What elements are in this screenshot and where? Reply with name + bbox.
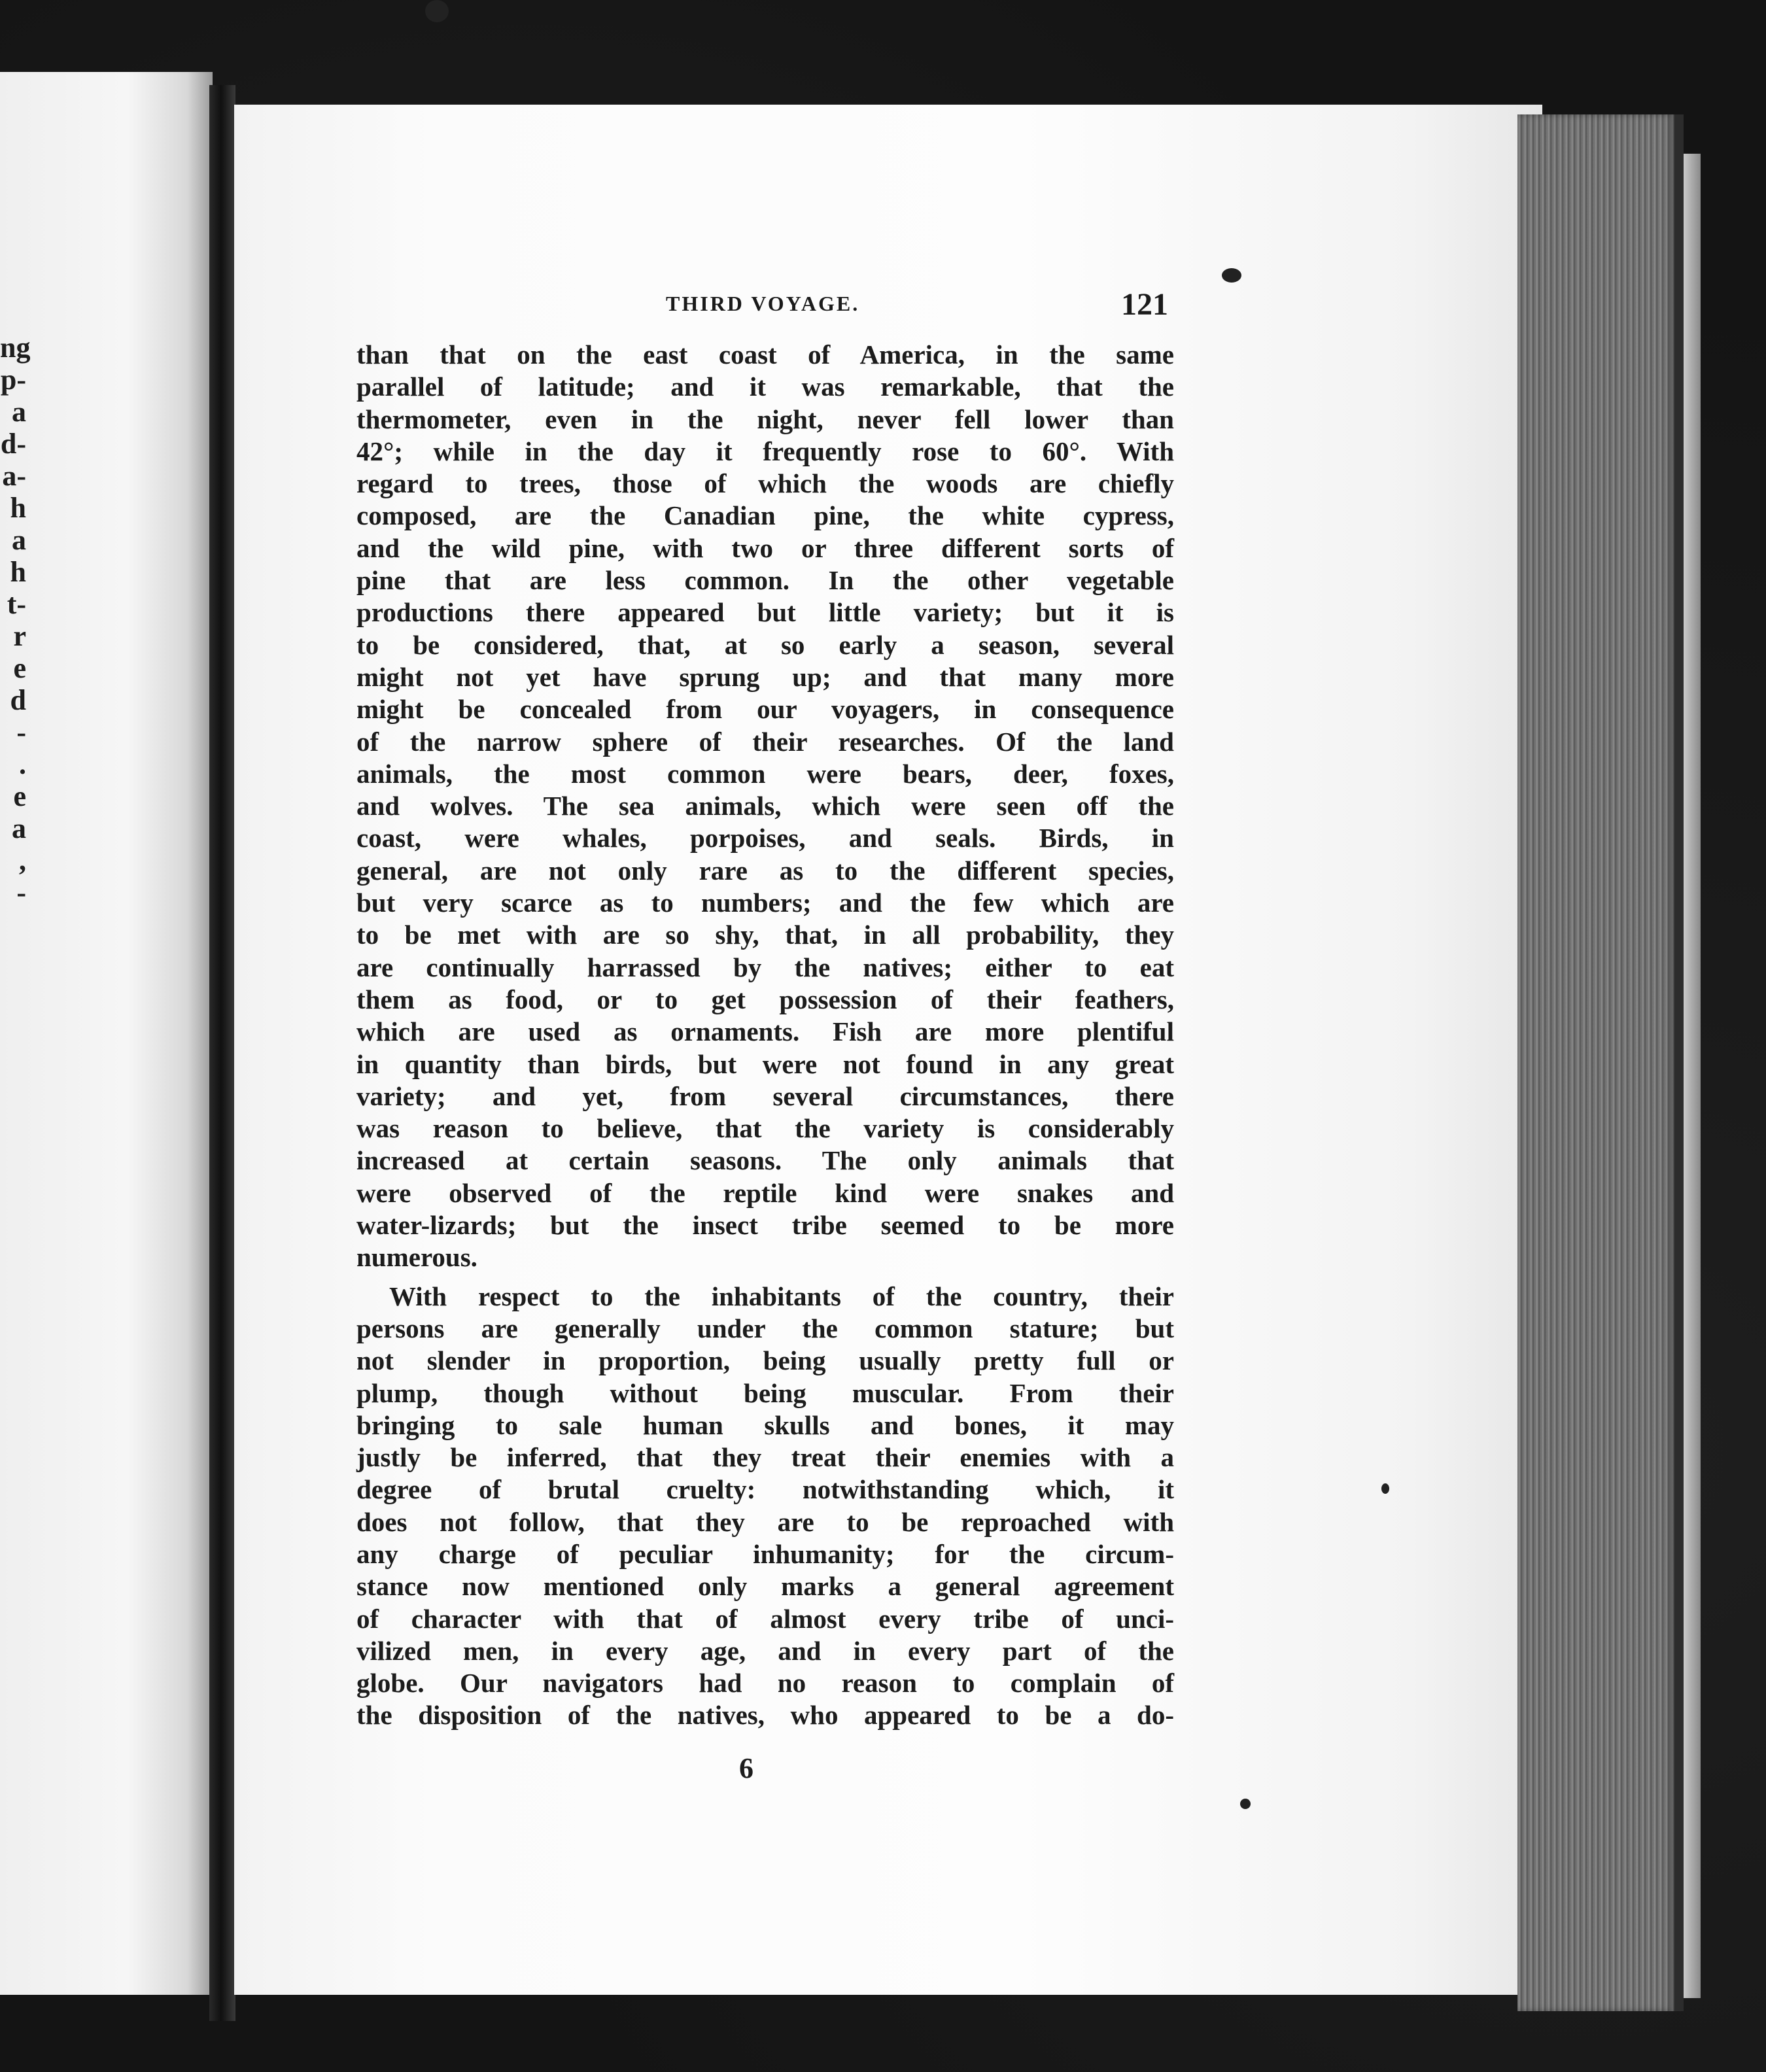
facing-page-fragment: ,	[19, 844, 26, 876]
text-line: 42°; while in the day it frequently rose to 60°. With	[356, 436, 1174, 466]
text-line: plump, though without being muscular. From their	[356, 1377, 1174, 1408]
facing-page-fragment: d-	[0, 428, 26, 460]
text-line: pine that are less common. In the other vegetable	[356, 565, 1174, 596]
text-line: vilized men, in every age, and in every part of the	[356, 1635, 1174, 1666]
text-line: general, are not only rare as to the different species,	[356, 855, 1174, 886]
scan-speck	[1222, 268, 1241, 283]
text-line: and the wild pine, with two or three different sorts of	[356, 532, 1174, 563]
text-line: variety; and yet, from several circumstances, there	[356, 1080, 1174, 1111]
facing-page-fragment: -	[16, 716, 26, 748]
text-line: animals, the most common were bears, deer, foxes,	[356, 758, 1174, 789]
text-line: parallel of latitude; and it was remarkable, that the	[356, 371, 1174, 402]
facing-page-fragment: e	[13, 780, 26, 812]
scan-speck	[1381, 1483, 1389, 1494]
text-line: any charge of peculiar inhumanity; for the circum-	[356, 1538, 1174, 1569]
page-header	[666, 286, 1168, 326]
facing-page-fragment: a	[12, 396, 26, 428]
facing-page-fragment: p-	[0, 364, 26, 396]
text-line: degree of brutal cruelty: notwithstanding which, it	[356, 1474, 1174, 1505]
text-line: coast, were whales, porpoises, and seals. Birds, in	[356, 823, 1174, 854]
page-number: 121	[1121, 287, 1168, 322]
text-line: to be met with are so shy, that, in all probability, they	[356, 920, 1174, 950]
text-line: were observed of the reptile kind were snakes and	[356, 1177, 1174, 1208]
facing-page-fragment: a	[12, 812, 26, 844]
running-head: THIRD VOYAGE.	[666, 292, 860, 315]
facing-page-fragment: d	[10, 684, 26, 716]
facing-page-fragment: -	[16, 876, 26, 908]
signature-mark: 6	[739, 1752, 753, 1784]
scan-speck	[425, 0, 449, 22]
text-line: of character with that of almost every tribe of unci-	[356, 1603, 1174, 1634]
text-line: stance now mentioned only marks a general agreement	[356, 1571, 1174, 1602]
book-fore-edge	[1517, 114, 1684, 2011]
facing-page-fragment: t-	[7, 588, 26, 620]
text-line: them as food, or to get possession of their feathers,	[356, 984, 1174, 1014]
text-line: numerous.	[356, 1242, 477, 1273]
text-line: productions there appeared but little variety; but it is	[356, 597, 1174, 628]
text-line: but very scarce as to numbers; and the few which are	[356, 888, 1174, 918]
body-text	[356, 339, 1174, 1732]
text-line: thermometer, even in the night, never fell lower than	[356, 404, 1174, 434]
facing-page-fragment: a-	[2, 460, 26, 492]
text-line: not slender in proportion, being usually pretty full or	[356, 1345, 1174, 1376]
text-line: composed, are the Canadian pine, the white cypress,	[356, 500, 1174, 531]
text-line: are continually harrassed by the natives; either to eat	[356, 952, 1174, 982]
facing-page-fragment: r	[13, 620, 26, 652]
book-gutter	[209, 85, 235, 2021]
text-line: than that on the east coast of America, in the same	[356, 339, 1174, 370]
text-line: regard to trees, those of which the woods are chiefly	[356, 468, 1174, 499]
text-line: of the narrow sphere of their researches. Of the land	[356, 726, 1174, 757]
text-line: the disposition of the natives, who appeared to be a do-	[356, 1700, 1174, 1731]
text-line: water-lizards; but the insect tribe seemed to be more	[356, 1210, 1174, 1241]
text-line: and wolves. The sea animals, which were seen off the	[356, 791, 1174, 821]
text-line: increased at certain seasons. The only animals that	[356, 1145, 1174, 1176]
text-line: justly be inferred, that they treat their enemies with a	[356, 1442, 1174, 1473]
text-line: With respect to the inhabitants of the country, their	[389, 1281, 1174, 1311]
text-line: was reason to believe, that the variety is considerably	[356, 1113, 1174, 1144]
text-line: might not yet have sprung up; and that many more	[356, 661, 1174, 692]
facing-page-left	[0, 72, 213, 1995]
text-line: might be concealed from our voyagers, in consequence	[356, 694, 1174, 725]
facing-page-fragment: e	[13, 652, 26, 684]
facing-page-fragment: ng	[0, 332, 31, 364]
text-line: to be considered, that, at so early a season, several	[356, 629, 1174, 660]
text-line: globe. Our navigators had no reason to complain of	[356, 1668, 1174, 1699]
text-line: does not follow, that they are to be reproached with	[356, 1506, 1174, 1537]
facing-page-fragment: h	[10, 492, 26, 524]
text-line: bringing to sale human skulls and bones, it may	[356, 1409, 1174, 1440]
facing-page-fragment: h	[10, 556, 26, 588]
scan-speck	[1240, 1799, 1251, 1809]
text-line: in quantity than birds, but were not found in any great	[356, 1048, 1174, 1079]
facing-page-fragment: .	[19, 748, 26, 780]
text-line: persons are generally under the common stature; but	[356, 1313, 1174, 1343]
text-line: which are used as ornaments. Fish are more plentiful	[356, 1016, 1174, 1047]
facing-page-fragment: a	[12, 524, 26, 556]
